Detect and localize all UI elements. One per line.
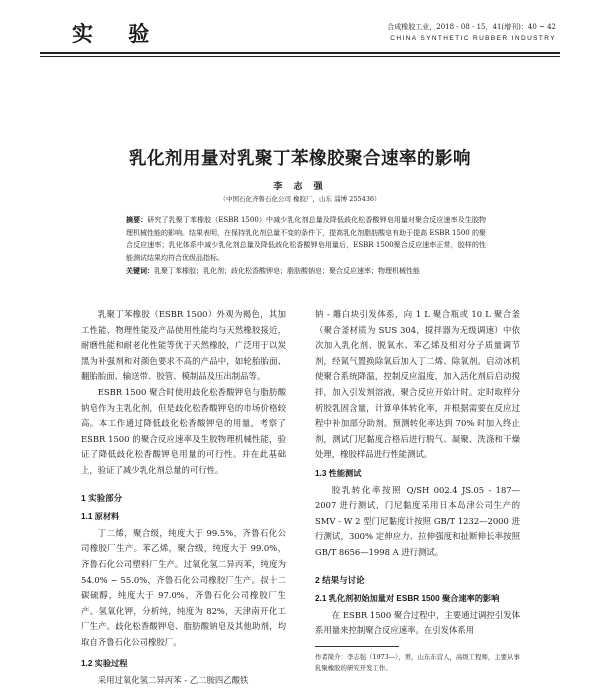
- journal-citation: [387, 21, 556, 45]
- keywords-label: 关键词：: [126, 266, 154, 275]
- author-name: 李 志 强: [273, 182, 327, 192]
- left-column: [81, 307, 286, 689]
- keywords-line: [126, 265, 486, 278]
- abstract-label: 摘要：: [126, 215, 148, 224]
- procedure-paragraph-continued: 钠 - 雕白块引发体系，向 1 L 聚合瓶或 10 L 聚合釜（聚合釜材质为 SUS 304，搅拌器为无级调速）中依次加入乳化剂、脱氧水、苯乙烯及相对分子质量调节剂，经氮气置换除氧后加入丁二烯、除氧剂。启动冰机使聚合系统降温，控制反应温度，加入活化剂后启动搅拌，加入引发剂溶液，聚合反应开始计时。定时取样分析胶乳固含量，计算单体转化率，并根据需要在反应过程中补加部分助剂。预测转化率达到 70% 时加入终止剂，测试门尼黏度合格后进行脱气、凝聚、洗涤和干燥处理，橡胶样品进行性能测试。: [315, 309, 520, 460]
- results-paragraph-start: 在 ESBR 1500 聚合过程中，主要通过调控引发体系用量来控制聚合反应速率。在引发体系用: [315, 609, 520, 636]
- header-rule-thick: [40, 52, 560, 54]
- testing-paragraph: 胶乳转化率按照 Q/SH 002.4 JS.05 - 187—2007 进行测试，门尼黏度采用日本岛津公司生产的 SMV - W 2 型门尼黏度计按照 GB/T 1232—2000 进行测试，300% 定伸应力、拉伸强度和扯断伸长率按照 GB/T 8656—1998 A 进行测试。: [315, 484, 520, 557]
- abstract-paragraph: [126, 214, 486, 264]
- article-title: 乳化剂用量对乳聚丁苯橡胶聚合速率的影响: [129, 149, 471, 169]
- footnote-rule: [315, 646, 399, 647]
- heading-results: 2 结果与讨论: [315, 574, 365, 585]
- keywords-text: 乳聚丁苯橡胶；乳化剂；歧化松香酸钾皂；脂肪酸钠皂；聚合反应速率；物理机械性能: [154, 267, 420, 275]
- heading-testing: 1.3 性能测试: [315, 468, 362, 478]
- author-footnote: 作者简介：李志强（1973—），男，山东东营人，高级工程师，主要从事乳聚橡胶的研究开发工作。: [315, 653, 520, 672]
- materials-paragraph: 丁二烯，聚合级，纯度大于 99.5%，齐鲁石化公司橡胶厂生产。苯乙烯，聚合级，纯度大于 99.0%，齐鲁石化公司塑料厂生产。过氧化氢二异丙苯，纯度为 54.0% ~ 55.0%，齐鲁石化公司橡胶厂生产。叔十二碳硫醇，纯度大于 97.0%，齐鲁石化公司橡胶厂生产。氢氧化钾，分析纯，纯度为 82%，天津南开化工厂生产。歧化松香酸钾皂、脂肪酸钠皂及其他助剂，均取自齐鲁石化公司橡胶厂。: [81, 527, 286, 647]
- journal-info-line: 合成橡胶工业，2018 - 08 - 15，41(增刊)：40 ~ 42: [387, 23, 556, 31]
- intro-paragraph-1: 乳聚丁苯橡胶（ESBR 1500）外观为褐色，其加工性能、物理性能及产品使用性能均与天然橡胶接近，耐磨性能和耐老化性能等优于天然橡胶，广泛用于以炭黑为补强剂和对颜色要求不高的产品中，如轮胎胎面、翻胎胎面、输送带、胶管、模制品及压出制品等。: [81, 309, 286, 382]
- right-column: [315, 307, 520, 639]
- journal-english-name: CHINA SYNTHETIC RUBBER INDUSTRY: [390, 35, 556, 42]
- abstract-block: [126, 214, 486, 278]
- intro-paragraph-2: ESBR 1500 聚合时使用歧化松香酸钾皂与脂肪酸钠皂作为主乳化剂，但是歧化松香酸钾皂的市场价格较高。本工作通过降低歧化松香酸钾皂的用量，考察了 ESBR 1500 的聚合反应速率及生胶物理机械性能，验证了降低歧化松香酸钾皂用量的可行性。并在此基础上，验证了减少乳化剂总量的可行性。: [81, 386, 286, 475]
- header-rule-thin: [40, 56, 560, 57]
- section-label: 实 验: [72, 21, 164, 46]
- author-affiliation: （中国石化齐鲁石化公司 橡胶厂，山东 淄博 255436）: [219, 195, 381, 203]
- abstract-text: 研究了乳聚丁苯橡胶（ESBR 1500）中减少乳化剂总量及降低歧化松香酸钾皂用量对聚合反应速率及生胶物理机械性能的影响。结果表明，在保持乳化剂总量不变的条件下，提高乳化剂脂肪酸皂有助于提高 ESBR 1500 的聚合反应速率；乳化体系中减少乳化剂总量及降低歧化松香酸钾皂用量后，ESBR 1500聚合反应速率正常，胶样的性能测试结果均符合优级品指标。: [126, 216, 487, 262]
- heading-materials: 1.1 原材料: [81, 512, 120, 522]
- heading-procedure: 1.2 实验过程: [81, 659, 128, 669]
- heading-emulsifier-effect: 2.1 乳化剂初始加量对 ESBR 1500 聚合速率的影响: [315, 594, 500, 604]
- procedure-paragraph-start: 采用过氧化氢二异丙苯 - 乙二胺四乙酸铁: [97, 675, 249, 686]
- heading-experimental: 1 实验部分: [81, 492, 123, 503]
